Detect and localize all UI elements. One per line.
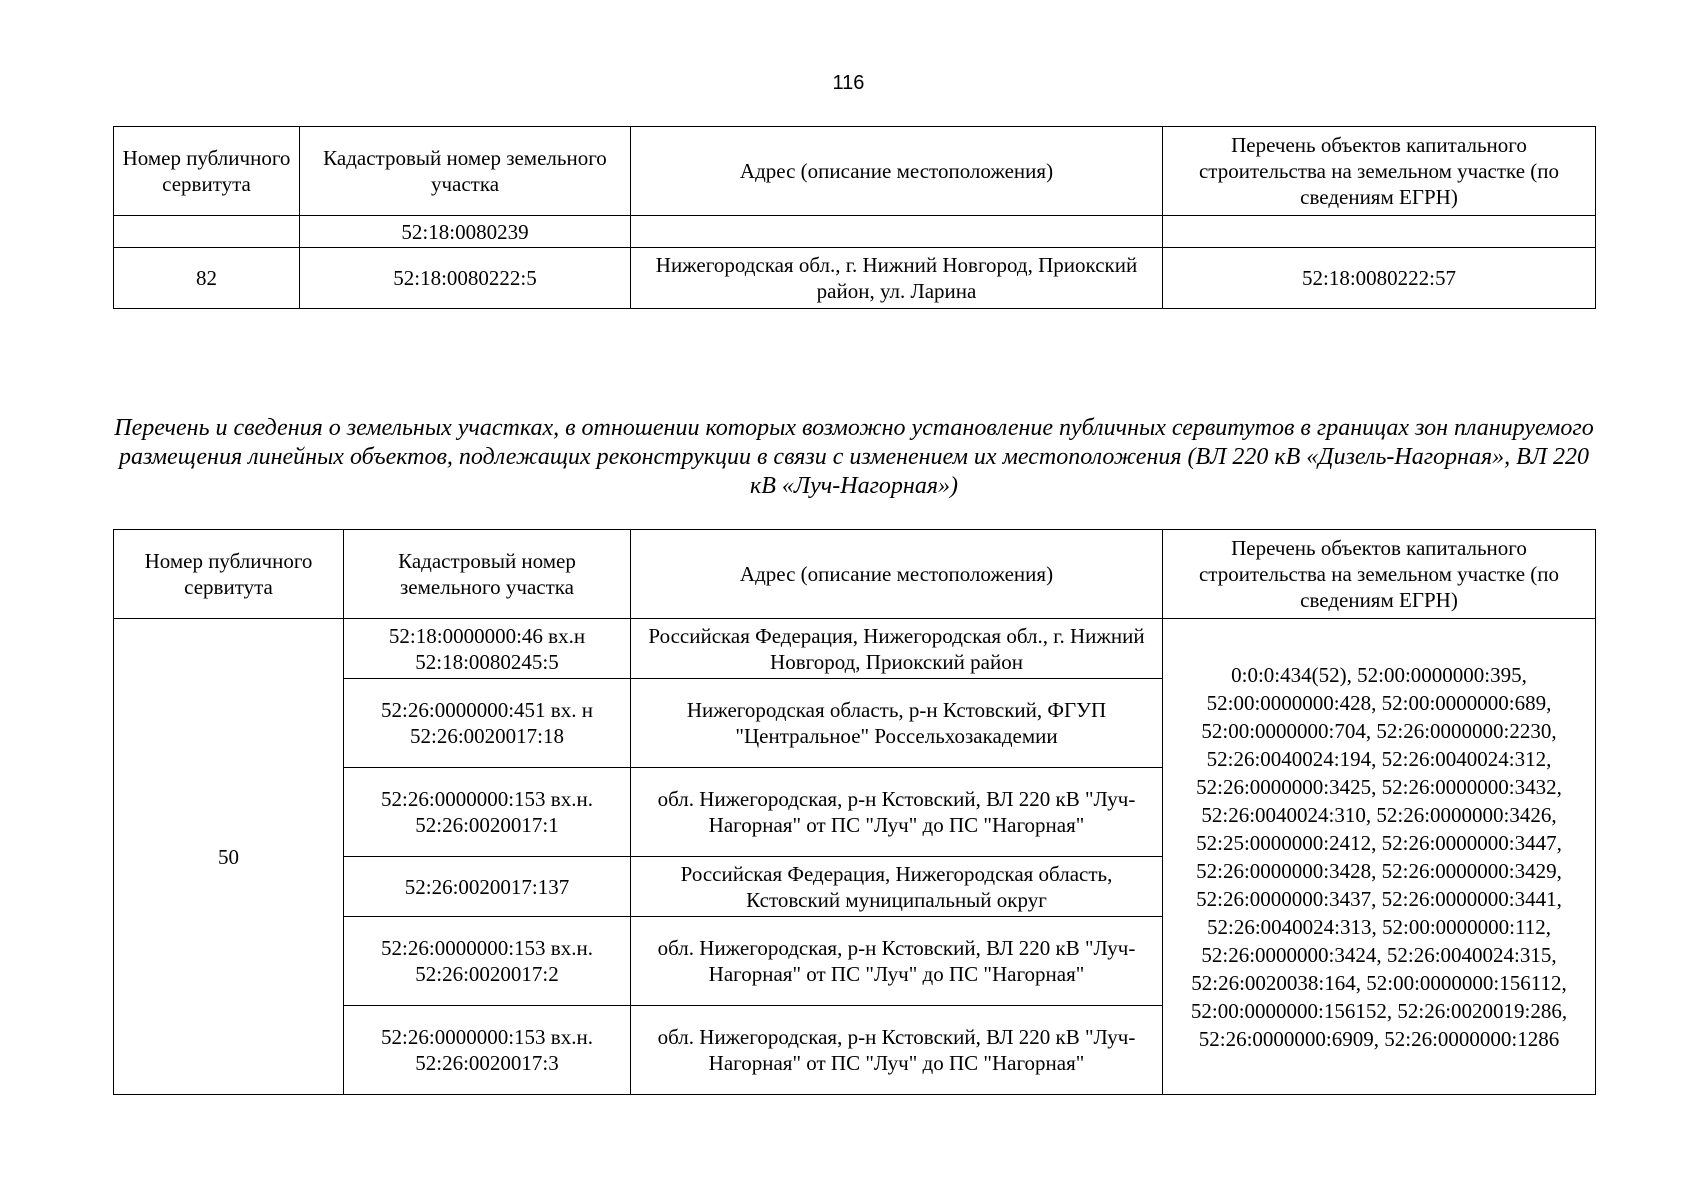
- cell-number: [114, 216, 300, 248]
- header-address: Адрес (описание местоположения): [631, 127, 1163, 216]
- cell-cadastral: 52:26:0000000:153 вх.н. 52:26:0020017:1: [344, 768, 631, 857]
- cell-cadastral: 52:18:0080222:5: [300, 248, 631, 309]
- header-cadastral-number: Кадастровый номер земельного участка: [300, 127, 631, 216]
- cell-address: обл. Нижегородская, р-н Кстовский, ВЛ 220 кВ "Луч-Нагорная" от ПС "Луч" до ПС "Нагорная": [631, 768, 1163, 857]
- section-title: Перечень и сведения о земельных участках, в отношении которых возможно установление публичных сервитутов в границах зон планируемого размещения линейных объектов, подлежащих реконструкции в связи с изменением их местоположения (ВЛ 220 кВ «Дизель-Нагорная», ВЛ 220 кВ «Луч-Нагорная»): [114, 415, 1594, 499]
- header-capital-objects: Перечень объектов капитального строительства на земельном участке (по сведениям ЕГРН): [1163, 127, 1596, 216]
- cell-cadastral: 52:18:0000000:46 вх.н 52:18:0080245:5: [344, 619, 631, 679]
- cell-cadastral: 52:26:0000000:153 вх.н. 52:26:0020017:2: [344, 917, 631, 1006]
- cell-cadastral: 52:18:0080239: [300, 216, 631, 248]
- cell-number: 82: [114, 248, 300, 309]
- table-header-row: [114, 127, 1596, 216]
- servitude-table: [113, 529, 1596, 1095]
- cell-cadastral: 52:26:0000000:153 вх.н. 52:26:0020017:3: [344, 1006, 631, 1095]
- header-servitude-number: Номер публичного сервитута: [114, 530, 344, 619]
- cell-objects: 0:0:0:434(52), 52:00:0000000:395, 52:00:0000000:428, 52:00:0000000:689, 52:00:0000000:704, 52:26:0000000:2230, 52:26:0040024:194, 52:26:0040024:312, 52:26:0000000:3425, 52:26:0000000:3432, 52:26:0040024:310, 52:26:0000000:3426, 52:25:0000000:2412, 52:26:0000000:3447, 52:26:0000000:3428, 52:26:0000000:3429, 52:26:0000000:3437, 52:26:0000000:3441, 52:26:0040024:313, 52:00:0000000:112, 52:26:0000000:3424, 52:26:0040024:315, 52:26:0020038:164, 52:00:0000000:156112, 52:00:0000000:156152, 52:26:0020019:286, 52:26:0000000:6909, 52:26:0000000:1286: [1163, 619, 1596, 1095]
- cell-address: обл. Нижегородская, р-н Кстовский, ВЛ 220 кВ "Луч-Нагорная" от ПС "Луч" до ПС "Нагорная": [631, 1006, 1163, 1095]
- table-row: [114, 216, 1596, 248]
- cell-address: [631, 216, 1163, 248]
- header-servitude-number: Номер публичного сервитута: [114, 127, 300, 216]
- page-number: 116: [832, 72, 865, 94]
- cell-cadastral: 52:26:0000000:451 вх. н 52:26:0020017:18: [344, 679, 631, 768]
- cell-address: Российская Федерация, Нижегородская область, Кстовский муниципальный округ: [631, 857, 1163, 917]
- cell-address: Нижегородская обл., г. Нижний Новгород, Приокский район, ул. Ларина: [631, 248, 1163, 309]
- cell-objects: [1163, 216, 1596, 248]
- cell-cadastral: 52:26:0020017:137: [344, 857, 631, 917]
- cell-address: обл. Нижегородская, р-н Кстовский, ВЛ 220 кВ "Луч-Нагорная" от ПС "Луч" до ПС "Нагорная": [631, 917, 1163, 1006]
- table-header-row: [114, 530, 1596, 619]
- cell-objects: 52:18:0080222:57: [1163, 248, 1596, 309]
- header-cadastral-number: Кадастровый номер земельного участка: [344, 530, 631, 619]
- header-address: Адрес (описание местоположения): [631, 530, 1163, 619]
- header-capital-objects: Перечень объектов капитального строительства на земельном участке (по сведениям ЕГРН): [1163, 530, 1596, 619]
- cell-address: Российская Федерация, Нижегородская обл., г. Нижний Новгород, Приокский район: [631, 619, 1163, 679]
- servitude-table-continued: [113, 126, 1596, 309]
- table-row: [114, 619, 1596, 679]
- cell-number: 50: [114, 619, 344, 1095]
- cell-address: Нижегородская область, р-н Кстовский, ФГУП "Центральное" Россельхозакадемии: [631, 679, 1163, 768]
- table-row: [114, 248, 1596, 309]
